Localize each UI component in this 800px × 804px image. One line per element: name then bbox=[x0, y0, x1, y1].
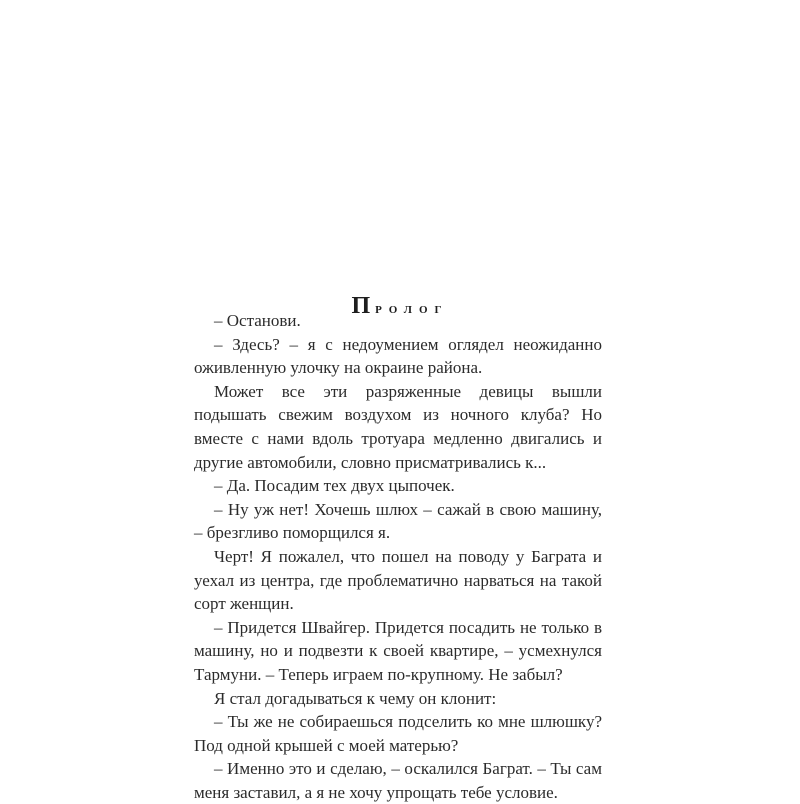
paragraph: – Ну уж нет! Хочешь шлюх – сажай в свою машину, – брезгливо поморщился я. bbox=[194, 499, 602, 543]
paragraph: – Именно это и сделаю, – оскалился Баграт. – Ты сам меня заставил, а я не хочу упрощать тебе условие. bbox=[194, 759, 602, 802]
paragraph: Я стал догадываться к чему он клонит: bbox=[214, 688, 497, 708]
paragraph: – Ты же не собираешься подселить ко мне шлюшку? Под одной крышей с моей матерью? bbox=[194, 712, 602, 755]
paragraph: Может все эти разряженные девицы вышли подышать свежим воздухом из ночного клуба? Но вместе с нами вдоль тротуара медленно двигались и другие автомобили, словно присматривались к... bbox=[194, 381, 602, 472]
chapter-title-rest: ролог bbox=[375, 299, 449, 317]
paragraph: – Да. Посадим тех двух цыпочек. bbox=[214, 476, 455, 496]
paragraph: – Придется Швайгер. Придется посадить не только в машину, но и подвезти к своей квартире, – усмехнулся Тармуни. – Теперь играем по-крупному. Не забыл? bbox=[194, 617, 602, 684]
chapter-body bbox=[194, 309, 602, 804]
paragraph: – Здесь? – я с недоумением оглядел неожиданно оживленную улочку на окраине района. bbox=[194, 334, 602, 378]
paragraph: Черт! Я пожалел, что пошел на поводу у Баграта и уехал из центра, где проблематично нарваться на такой сорт женщин. bbox=[194, 546, 602, 614]
paragraph: – Останови. bbox=[214, 311, 301, 330]
chapter-title-initial: П bbox=[351, 292, 376, 319]
